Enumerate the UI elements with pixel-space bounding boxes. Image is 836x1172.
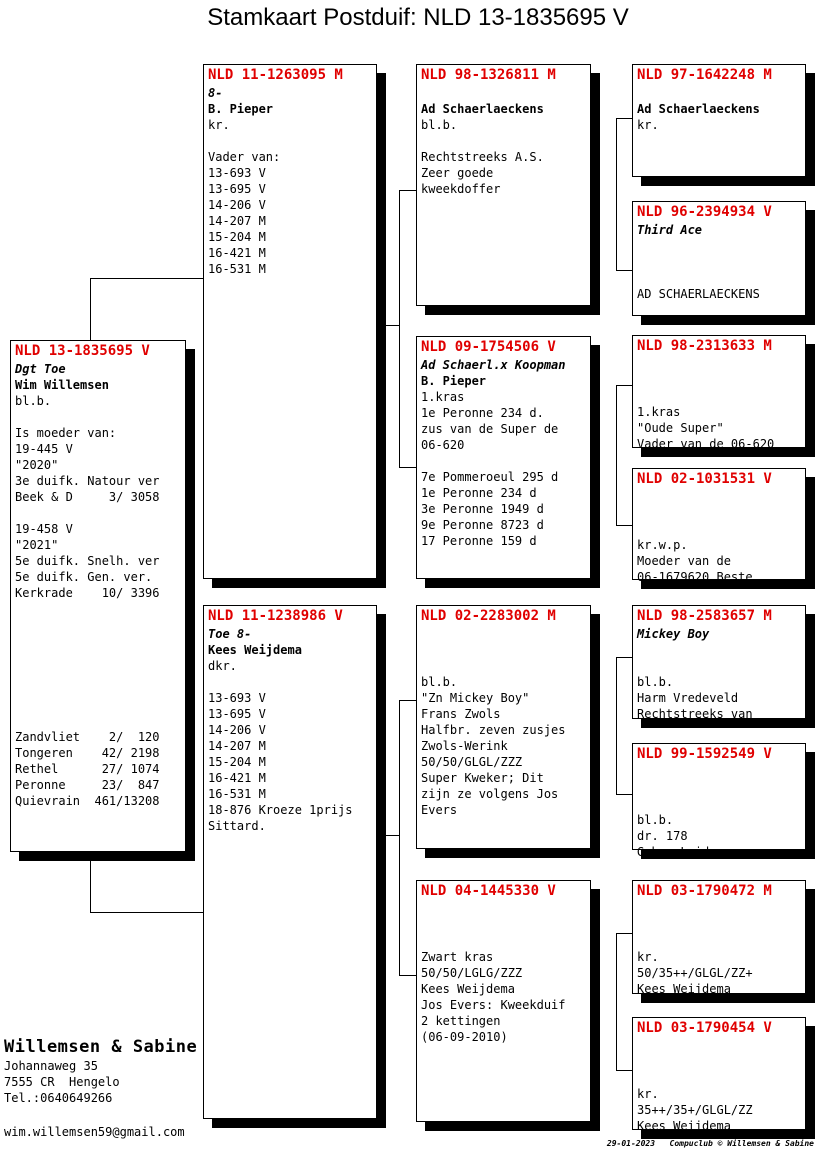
info-line: 16-421 M	[208, 771, 266, 785]
info-line: 7e Pommeroeul 295 d	[421, 470, 559, 484]
info-line: Super Kweker; Dit	[421, 771, 544, 785]
pigeon-card-fff[interactable]	[632, 64, 806, 177]
info-line: Tongeren 42/ 2198	[15, 746, 160, 760]
info-line: 14-207 M	[208, 214, 266, 228]
info-line: 50/50/GLGL/ZZZ	[421, 755, 523, 769]
info-line: bl.b.	[421, 675, 458, 689]
info-line	[208, 674, 372, 690]
owner-block	[4, 1036, 197, 1106]
pigeon-card-fmm[interactable]	[632, 468, 806, 584]
info-line: 1e Peronne 234 d	[421, 486, 537, 500]
breeder-name: B. Pieper	[208, 102, 274, 116]
info-line	[637, 388, 801, 404]
info-line: 15-204 M	[208, 755, 266, 769]
connector	[399, 700, 417, 701]
owner-name: Willemsen & Sabine	[4, 1037, 198, 1057]
pigeon-card-mmm[interactable]	[632, 1017, 806, 1133]
info-line: "2021"	[15, 538, 59, 552]
pigeon-name: Dgt Toe	[15, 362, 66, 376]
info-line: 5e duifk. Snelh. ver	[15, 554, 160, 568]
info-line: Kerkrade 10/ 3396	[15, 586, 160, 600]
info-line: Gebr. Leideman	[637, 845, 739, 859]
pigeon-card-mm[interactable]	[416, 880, 591, 1122]
info-line: Vader van de 06-620	[637, 437, 775, 451]
info-line: 13-695 V	[208, 707, 266, 721]
info-line: 3e duifk. Natour ver	[15, 474, 160, 488]
info-line	[15, 617, 181, 633]
pigeon-card-ffm[interactable]	[632, 201, 806, 316]
info-line: 35++/35+/GLGL/ZZ	[637, 1103, 753, 1117]
pigeon-name	[421, 85, 586, 101]
info-line: Rechtstreeks van	[637, 707, 753, 721]
info-line	[15, 681, 181, 697]
info-line: 50/50/LGLG/ZZZ	[421, 966, 523, 980]
pigeon-name: Ad Schaerl.x Koopman	[421, 358, 566, 372]
info-line: 19-445 V	[15, 442, 73, 456]
info-line: Halfbr. zeven zusjes	[421, 723, 566, 737]
breeder-name	[637, 1054, 801, 1070]
ring-number: NLD 03-1790472 M	[637, 883, 772, 899]
pigeon-card-fm[interactable]	[416, 336, 591, 579]
breeder-name	[421, 642, 586, 658]
info-line	[15, 713, 181, 729]
pigeon-name: Toe 8-	[208, 627, 252, 641]
connector	[90, 851, 91, 913]
info-line: bl.b.	[15, 394, 52, 408]
ring-number: NLD 02-2283002 M	[421, 608, 556, 624]
ring-number: NLD 99-1592549 V	[637, 746, 772, 762]
info-line: 16-531 M	[208, 787, 266, 801]
pigeon-card-mother[interactable]	[203, 605, 377, 1119]
info-line: 50/35++/GLGL/ZZ+	[637, 966, 753, 980]
info-line: Kees Weijdema	[637, 1119, 731, 1133]
info-line: Rethel 27/ 1074	[15, 762, 160, 776]
pigeon-card-father[interactable]	[203, 64, 377, 579]
info-line: bl.b.	[637, 675, 674, 689]
info-line: bl.b.	[421, 118, 458, 132]
info-line	[421, 933, 586, 949]
info-line: bl.b.	[637, 813, 674, 827]
footer-credit: 29-01-2023 Compuclub © Willemsen & Sabine	[606, 1139, 814, 1148]
info-line: kr.w.p.	[637, 538, 688, 552]
ring-number: NLD 11-1263095 M	[208, 67, 343, 83]
info-line: Zwols-Werink	[421, 739, 508, 753]
info-line: 14-207 M	[208, 739, 266, 753]
pigeon-name	[637, 764, 801, 780]
info-line	[637, 933, 801, 949]
info-line: kr.	[208, 118, 230, 132]
ring-number: NLD 98-2583657 M	[637, 608, 772, 624]
info-line: Harm Vredeveld	[637, 691, 739, 705]
info-line: 16-421 M	[208, 246, 266, 260]
info-line: "2020"	[15, 458, 59, 472]
pigeon-card-ff[interactable]	[416, 64, 591, 306]
info-line: 1.kras	[421, 390, 465, 404]
ring-number: NLD 98-1326811 M	[421, 67, 556, 83]
pigeon-card-mfm[interactable]	[632, 743, 806, 859]
info-line: kr.	[637, 118, 659, 132]
info-line: kweekdoffer	[421, 182, 501, 196]
connector	[616, 118, 617, 270]
info-line: Kees Weijdema	[637, 982, 731, 996]
info-line: Frans Zwols	[421, 707, 501, 721]
info-line: Beek & D 3/ 3058	[15, 490, 160, 504]
info-line: 2 kettingen	[421, 1014, 501, 1028]
breeder-name	[637, 917, 801, 933]
info-line: kr.	[637, 1087, 659, 1101]
info-line: 1.kras	[637, 405, 681, 419]
pigeon-name: Mickey Boy	[637, 627, 710, 641]
pigeon-name	[637, 489, 801, 505]
info-line	[637, 1070, 801, 1086]
info-line	[421, 658, 586, 674]
info-line: Jos Evers: Kweekduif	[421, 998, 566, 1012]
pigeon-name	[637, 1038, 801, 1054]
ring-number: NLD 13-1835695 V	[15, 343, 150, 359]
info-line: 19-458 V	[15, 522, 73, 536]
info-line: kr.	[637, 950, 659, 964]
info-line: zus van de Super de	[421, 422, 559, 436]
connector	[616, 385, 617, 525]
connector	[399, 190, 400, 467]
breeder-name	[637, 372, 801, 388]
ring-number: NLD 11-1238986 V	[208, 608, 343, 624]
owner-email[interactable]: wim.willemsen59@gmail.com	[4, 1125, 185, 1139]
connector	[399, 467, 417, 468]
info-line	[637, 658, 801, 674]
info-line: Peronne 23/ 847	[15, 778, 160, 792]
info-line: 15-204 M	[208, 230, 266, 244]
connector	[399, 975, 417, 976]
info-line	[15, 697, 181, 713]
breeder-name: Ad Schaerlaeckens	[421, 102, 544, 116]
pigeon-name	[637, 901, 801, 917]
info-line: 13-693 V	[208, 691, 266, 705]
pigeon-card-subject[interactable]	[10, 340, 186, 852]
pigeon-card-fmf[interactable]	[632, 335, 806, 451]
ring-number: NLD 97-1642248 M	[637, 67, 772, 83]
info-line: Moeder van de	[637, 554, 731, 568]
connector	[90, 278, 204, 279]
breeder-name	[637, 780, 801, 796]
info-line: Sittard.	[208, 819, 266, 833]
info-line	[637, 254, 801, 270]
owner-city: 7555 CR Hengelo	[4, 1075, 120, 1089]
info-line: 17 Peronne 159 d	[421, 534, 537, 548]
info-line: Rechtstreeks A.S.	[421, 150, 544, 164]
connector	[90, 912, 204, 913]
info-line	[637, 521, 801, 537]
ring-number: NLD 98-2313633 M	[637, 338, 772, 354]
info-line	[15, 601, 181, 617]
connector	[90, 278, 91, 341]
owner-street: Johannaweg 35	[4, 1059, 98, 1073]
info-line: 5e duifk. Gen. ver.	[15, 570, 153, 584]
pigeon-name	[637, 356, 801, 372]
info-line: Vader van:	[208, 150, 281, 164]
connector	[616, 657, 617, 794]
ring-number: NLD 04-1445330 V	[421, 883, 556, 899]
breeder-name: B. Pieper	[421, 374, 487, 388]
info-line	[637, 270, 801, 286]
info-line: 9e Peronne 8723 d	[421, 518, 544, 532]
info-line: 13-693 V	[208, 166, 266, 180]
info-line: "Zn Mickey Boy"	[421, 691, 530, 705]
info-line	[15, 409, 181, 425]
breeder-name	[637, 238, 801, 254]
info-line	[15, 665, 181, 681]
page-title: Stamkaart Postduif: NLD 13-1835695 V	[207, 4, 629, 31]
info-line	[421, 453, 586, 469]
connector	[399, 700, 400, 975]
ring-number: NLD 03-1790454 V	[637, 1020, 772, 1036]
info-line	[15, 649, 181, 665]
info-line: Zeer goede	[421, 166, 494, 180]
breeder-name	[421, 917, 586, 933]
breeder-name	[637, 642, 801, 658]
info-line: 3e Peronne 1949 d	[421, 502, 544, 516]
connector	[385, 325, 399, 326]
info-line	[15, 505, 181, 521]
info-line: 06-1679620 Beste	[637, 570, 753, 584]
info-line: 16-531 M	[208, 262, 266, 276]
pigeon-card-mff[interactable]	[632, 605, 806, 719]
connector	[385, 835, 399, 836]
breeder-name: Ad Schaerlaeckens	[637, 102, 760, 116]
ring-number: NLD 09-1754506 V	[421, 339, 556, 355]
info-line: "Oude Super"	[637, 421, 724, 435]
info-line: Evers	[421, 803, 458, 817]
info-line: 13-695 V	[208, 182, 266, 196]
pigeon-name: 8-	[208, 86, 223, 100]
pigeon-name: Third Ace	[637, 223, 703, 237]
info-line: (06-09-2010)	[421, 1030, 508, 1044]
pigeon-name	[421, 626, 586, 642]
info-line: 1e Peronne 234 d.	[421, 406, 544, 420]
ring-number: NLD 96-2394934 V	[637, 204, 772, 220]
info-line	[208, 133, 372, 149]
info-line: 18-876 Kroeze 1prijs	[208, 803, 353, 817]
info-line: Kees Weijdema	[421, 982, 515, 996]
pigeon-card-mf[interactable]	[416, 605, 591, 849]
info-line: 06-620	[421, 438, 465, 452]
info-line	[637, 796, 801, 812]
info-line: Zandvliet 2/ 120	[15, 730, 160, 744]
owner-phone: Tel.:0640649266	[4, 1091, 113, 1105]
info-line: Is moeder van:	[15, 426, 117, 440]
pigeon-card-mmf[interactable]	[632, 880, 806, 994]
connector	[399, 190, 417, 191]
info-line: 14-206 V	[208, 723, 266, 737]
pigeon-name	[421, 901, 586, 917]
info-line: zijn ze volgens Jos	[421, 787, 559, 801]
ring-number: NLD 02-1031531 V	[637, 471, 772, 487]
info-line	[15, 633, 181, 649]
connector	[616, 933, 617, 1070]
pigeon-name	[637, 85, 801, 101]
info-line: Zwart kras	[421, 950, 494, 964]
info-line: dkr.	[208, 659, 237, 673]
info-line: 14-206 V	[208, 198, 266, 212]
breeder-name	[637, 505, 801, 521]
info-line	[421, 133, 586, 149]
info-line: AD SCHAERLAECKENS	[637, 287, 760, 301]
info-line: dr. 178	[637, 829, 688, 843]
breeder-name: Wim Willemsen	[15, 378, 109, 392]
breeder-name: Kees Weijdema	[208, 643, 302, 657]
info-line: Quievrain 461/13208	[15, 794, 160, 808]
